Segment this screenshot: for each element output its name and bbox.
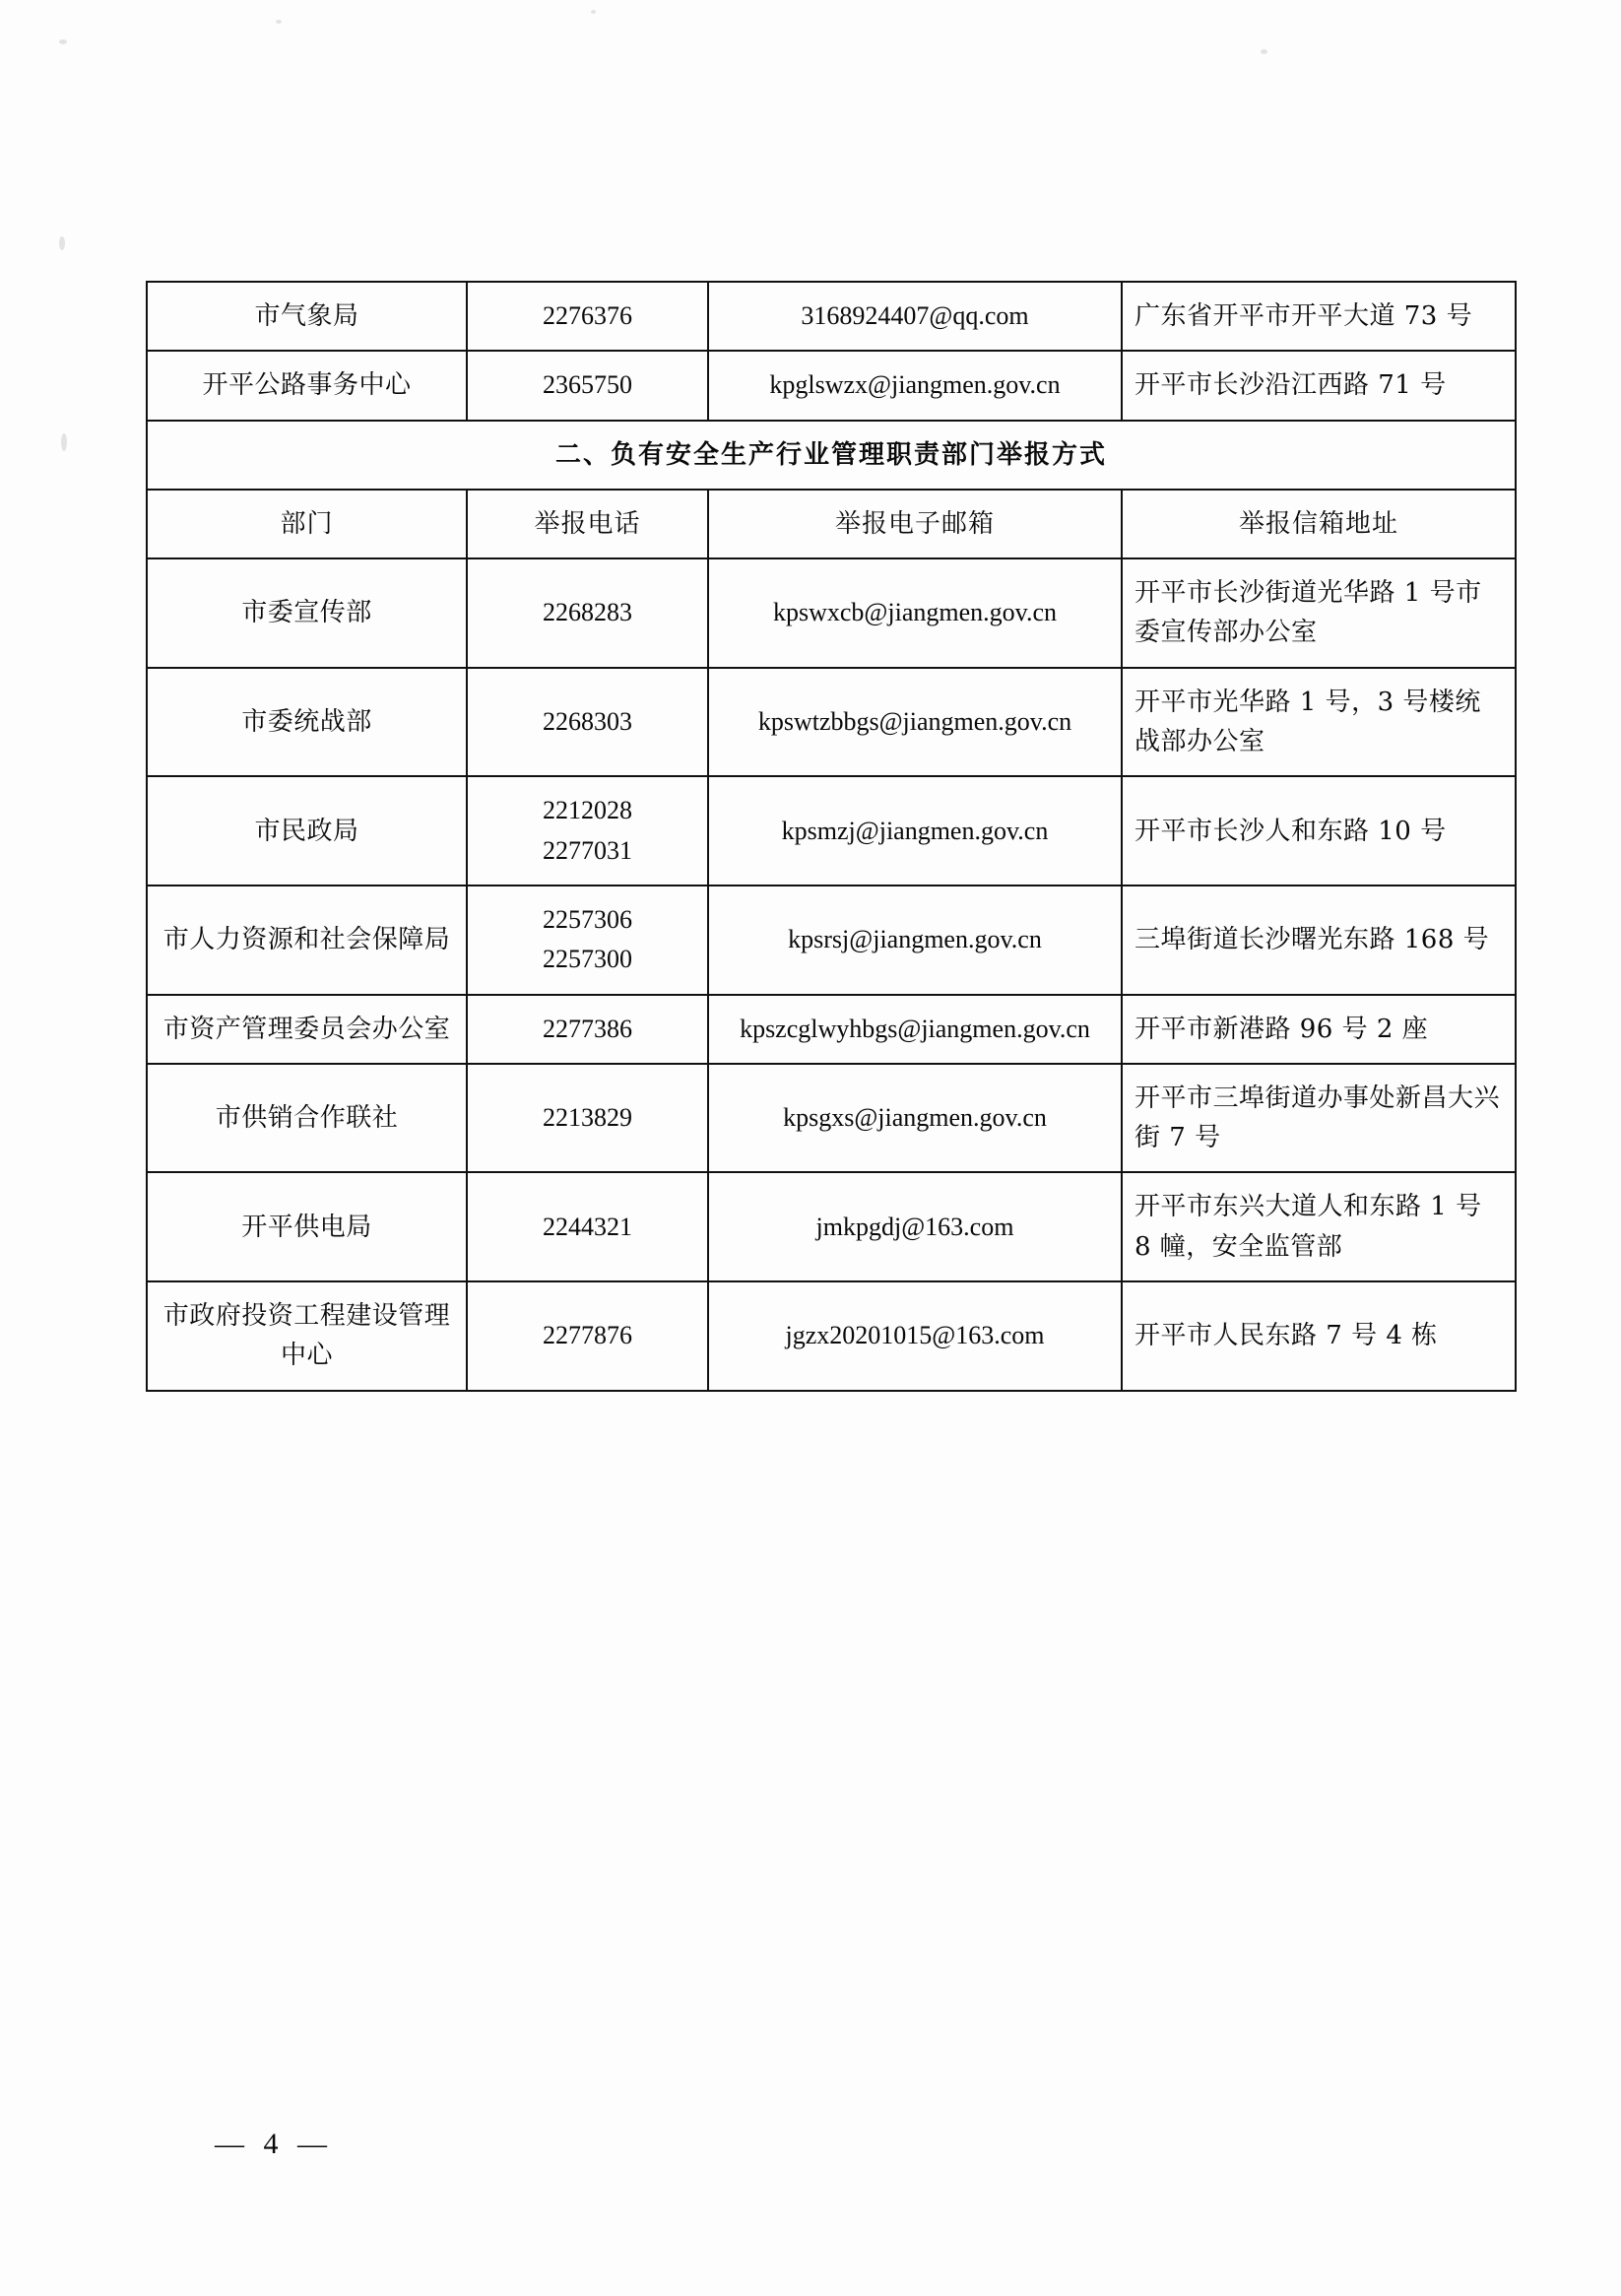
cell-department: 市委宣传部 [147,558,467,668]
cell-address: 开平市三埠街道办事处新昌大兴街 7 号 [1122,1064,1516,1173]
cell-address: 开平市新港路 96 号 2 座 [1122,995,1516,1064]
cell-email: kpswxcb@jiangmen.gov.cn [708,558,1122,668]
cell-phone: 2277876 [467,1281,708,1391]
cell-email: kpsgxs@jiangmen.gov.cn [708,1064,1122,1173]
cell-phone: 2268303 [467,668,708,777]
cell-phone: 2276376 [467,282,708,351]
cell-phone: 2212028 2277031 [467,776,708,886]
cell-phone: 2268283 [467,558,708,668]
table-row [147,282,1516,351]
cell-email: kpsrsj@jiangmen.gov.cn [708,886,1122,995]
cell-address: 三埠街道长沙曙光东路 168 号 [1122,886,1516,995]
cell-email: jmkpgdj@163.com [708,1172,1122,1281]
cell-address: 开平市人民东路 7 号 4 栋 [1122,1281,1516,1391]
cell-department: 市气象局 [147,282,467,351]
scan-speck [59,236,65,250]
table-row [147,1281,1516,1391]
cell-department: 市人力资源和社会保障局 [147,886,467,995]
cell-address: 广东省开平市开平大道 73 号 [1122,282,1516,351]
cell-department: 开平公路事务中心 [147,351,467,420]
cell-address: 开平市东兴大道人和东路 1 号 8 幢，安全监管部 [1122,1172,1516,1281]
table-row [147,558,1516,668]
header-email: 举报电子邮箱 [708,490,1122,558]
table-row [147,1172,1516,1281]
cell-department: 市委统战部 [147,668,467,777]
table-row [147,351,1516,420]
cell-email: jgzx20201015@163.com [708,1281,1122,1391]
cell-address: 开平市长沙沿江西路 71 号 [1122,351,1516,420]
cell-email: kpswtzbbgs@jiangmen.gov.cn [708,668,1122,777]
page-number: — 4 — [215,2128,333,2160]
scan-speck [1261,49,1267,54]
cell-address: 开平市长沙街道光华路 1 号市委宣传部办公室 [1122,558,1516,668]
section-title: 二、负有安全生产行业管理职责部门举报方式 [147,421,1516,490]
cell-department: 市民政局 [147,776,467,886]
cell-department: 市供销合作联社 [147,1064,467,1173]
table-row [147,776,1516,886]
scan-speck [591,10,596,14]
contact-table [146,281,1517,1392]
table-row [147,995,1516,1064]
table-row [147,1064,1516,1173]
document-content [146,281,1515,1392]
cell-email: kpszcglwyhbgs@jiangmen.gov.cn [708,995,1122,1064]
cell-phone: 2365750 [467,351,708,420]
page-footer [0,2128,1621,2161]
cell-phone: 2257306 2257300 [467,886,708,995]
cell-email: kpglswzx@jiangmen.gov.cn [708,351,1122,420]
header-department: 部门 [147,490,467,558]
header-address: 举报信箱地址 [1122,490,1516,558]
cell-department: 开平供电局 [147,1172,467,1281]
cell-department: 市政府投资工程建设管理中心 [147,1281,467,1391]
scan-speck [276,20,282,24]
scan-speck [59,39,67,44]
section-title-row [147,421,1516,490]
table-header-row [147,490,1516,558]
cell-address: 开平市光华路 1 号，3 号楼统战部办公室 [1122,668,1516,777]
table-row [147,668,1516,777]
table-row [147,886,1516,995]
header-phone: 举报电话 [467,490,708,558]
cell-phone: 2213829 [467,1064,708,1173]
cell-email: kpsmzj@jiangmen.gov.cn [708,776,1122,886]
cell-email: 3168924407@qq.com [708,282,1122,351]
scan-speck [61,433,67,451]
cell-address: 开平市长沙人和东路 10 号 [1122,776,1516,886]
cell-department: 市资产管理委员会办公室 [147,995,467,1064]
cell-phone: 2277386 [467,995,708,1064]
cell-phone: 2244321 [467,1172,708,1281]
